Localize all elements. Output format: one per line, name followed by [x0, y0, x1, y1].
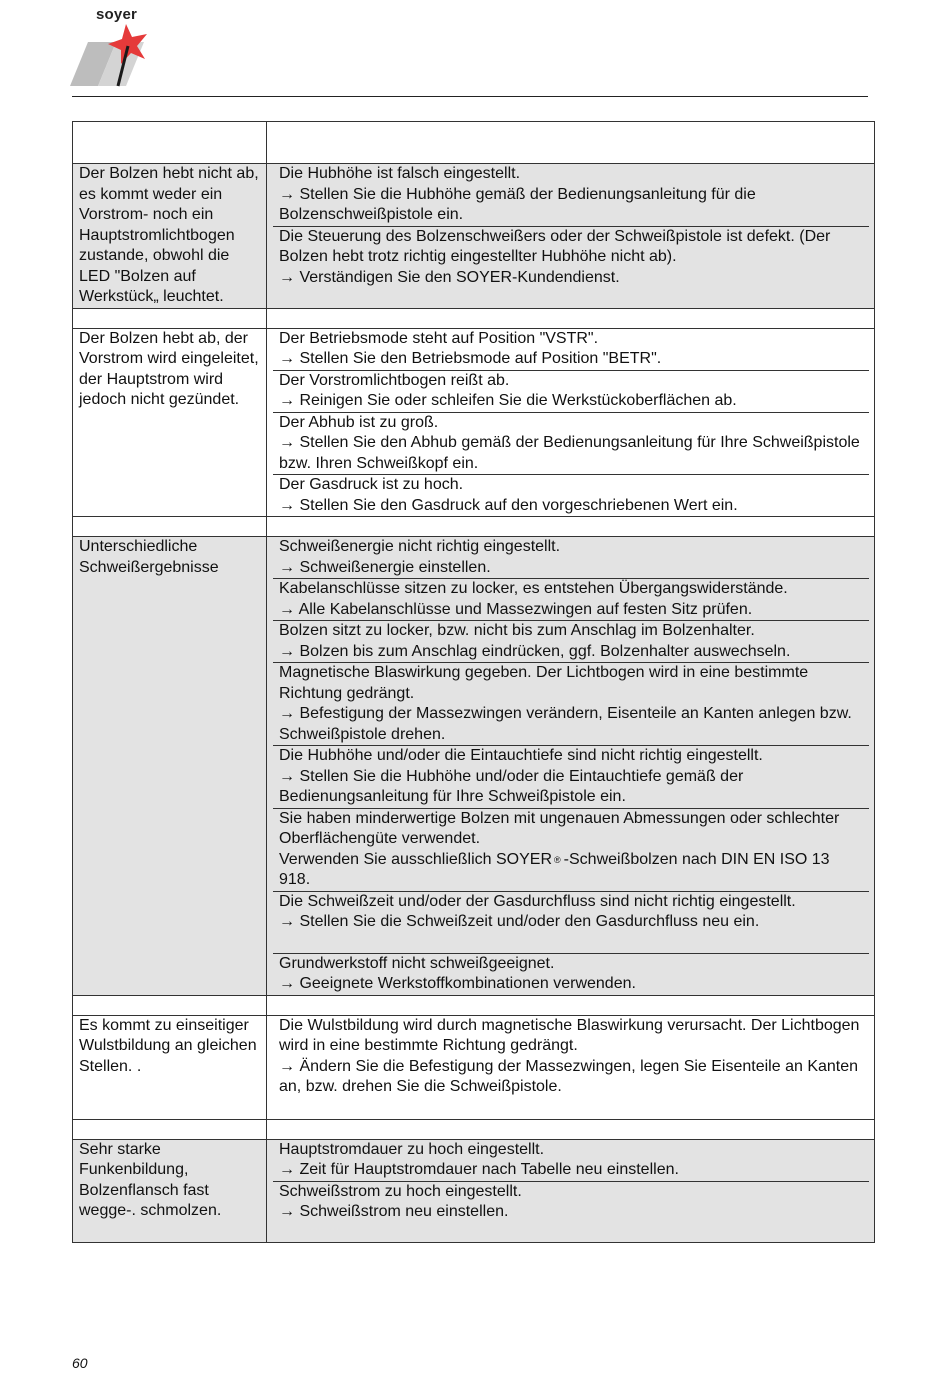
page-number: 60	[72, 1355, 88, 1371]
cause-cell	[267, 328, 875, 517]
cause-item: Der Gasdruck ist zu hoch. → Stellen Sie den Gasdruck auf den vorgeschriebenen Wert ein.	[279, 476, 738, 514]
header-rule	[72, 96, 868, 97]
cause-item: Bolzen sitzt zu locker, bzw. nicht bis zum Anschlag im Bolzenhalter. → Bolzen bis zum Anschlag eindrücken, ggf. Bolzenhalter auswechseln.	[273, 621, 869, 663]
cause-cell	[267, 1015, 875, 1119]
brand-name: soyer	[96, 6, 138, 23]
table-header-row	[73, 122, 875, 164]
registered-mark: ®	[554, 854, 561, 865]
cause-item: Der Betriebsmode steht auf Position "VSTR". → Stellen Sie den Betriebsmode auf Position "BETR".	[273, 329, 869, 371]
cause-item: Die Hubhöhe und/oder die Eintauchtiefe sind nicht richtig eingestellt. → Stellen Sie die Hubhöhe und/oder die Eintauchtiefe gemäß der Bedienungsanleitung für Ihre Schweißpistole ein.	[273, 746, 869, 809]
cause-item: Die Schweißzeit und/oder der Gasdurchfluss sind nicht richtig eingestellt. → Stellen Sie die Schweißzeit und/oder den Gasdurchfluss neu ein.	[273, 892, 869, 954]
cause-item: Hauptstromdauer zu hoch eingestellt. → Zeit für Hauptstromdauer nach Tabelle neu einstellen.	[273, 1140, 869, 1182]
spacer-row	[73, 517, 875, 537]
spacer-row	[73, 995, 875, 1015]
cause-item: Der Abhub ist zu groß. → Stellen Sie den Abhub gemäß der Bedienungsanleitung für Ihre Schweißpistole bzw. Ihren Schweißkopf ein.	[273, 413, 869, 476]
fault-cell: Der Bolzen hebt ab, der Vorstrom wird eingeleitet, der Hauptstrom wird jedoch nicht gezündet.	[73, 328, 267, 517]
spacer-row	[73, 1119, 875, 1139]
cause-cell	[267, 1139, 875, 1242]
cause-item: Grundwerkstoff nicht schweißgeeignet. → Geeignete Werkstoffkombinationen verwenden.	[279, 954, 636, 992]
cause-item: Schweißstrom zu hoch eingestellt. → Schweißstrom neu einstellen.	[279, 1182, 522, 1220]
table-row	[73, 328, 875, 517]
cause-item: Der Vorstromlichtbogen reißt ab. → Reinigen Sie oder schleifen Sie die Werkstückoberflächen ab.	[273, 371, 869, 413]
troubleshooting-table	[72, 121, 875, 1243]
cause-item: Schweißenergie nicht richtig eingestellt. → Schweißenergie einstellen.	[273, 537, 869, 579]
table-row	[73, 1139, 875, 1242]
cause-item: Magnetische Blaswirkung gegeben. Der Lichtbogen wird in eine bestimmte Richtung gedrängt. → Befestigung der Massezwingen verändern, Eisenteile an Kanten anlegen bzw. Schweißpistole drehen.	[273, 663, 869, 746]
cause-item: Die Steuerung des Bolzenschweißers oder der Schweißpistole ist defekt. (Der Bolzen hebt trotz richtig eingestellter Hubhöhe nicht ab). → Verständigen Sie den SOYER-Kundendienst.	[279, 227, 831, 286]
fault-cell: Es kommt zu einseitiger Wulstbildung an gleichen Stellen. .	[73, 1015, 267, 1119]
cause-item: Kabelanschlüsse sitzen zu locker, es entstehen Übergangswiderstände. → Alle Kabelanschlüsse und Massezwingen auf festen Sitz prüfen.	[273, 579, 869, 621]
table-row	[73, 537, 875, 996]
cause-cell	[267, 537, 875, 996]
fault-cell: Sehr starke Funkenbildung, Bolzenflansch fast wegge-. schmolzen.	[73, 1139, 267, 1242]
table-row	[73, 1015, 875, 1119]
cause-item: Die Wulstbildung wird durch magnetische Blaswirkung verursacht. Der Lichtbogen wird in eine bestimmte Richtung gedrängt. → Ändern Sie die Befestigung der Massezwingen, legen Sie Eisenteile an Kanten an, bzw. drehen Sie die Schweißpistole.	[279, 1016, 860, 1095]
cause-item: Sie haben minderwertige Bolzen mit ungenauen Abmessungen oder schlechter Oberflächengüte verwendet. Verwenden Sie ausschließlich SOYER ® -Schweißbolzen nach DIN EN ISO 13 918.	[273, 809, 869, 892]
spacer-row	[73, 308, 875, 328]
cause-cell	[267, 164, 875, 309]
table-row	[73, 164, 875, 309]
cause-item: Die Hubhöhe ist falsch eingestellt. → Stellen Sie die Hubhöhe gemäß der Bedienungsanleitung für die Bolzenschweißpistole ein.	[273, 164, 869, 227]
fault-cell: Unterschiedliche Schweißergebnisse	[73, 537, 267, 996]
fault-cell: Der Bolzen hebt nicht ab, es kommt weder ein Vorstrom- noch ein Hauptstromlichtbogen zustande, obwohl die LED "Bolzen auf Werkstück„ leuchtet.	[73, 164, 267, 309]
